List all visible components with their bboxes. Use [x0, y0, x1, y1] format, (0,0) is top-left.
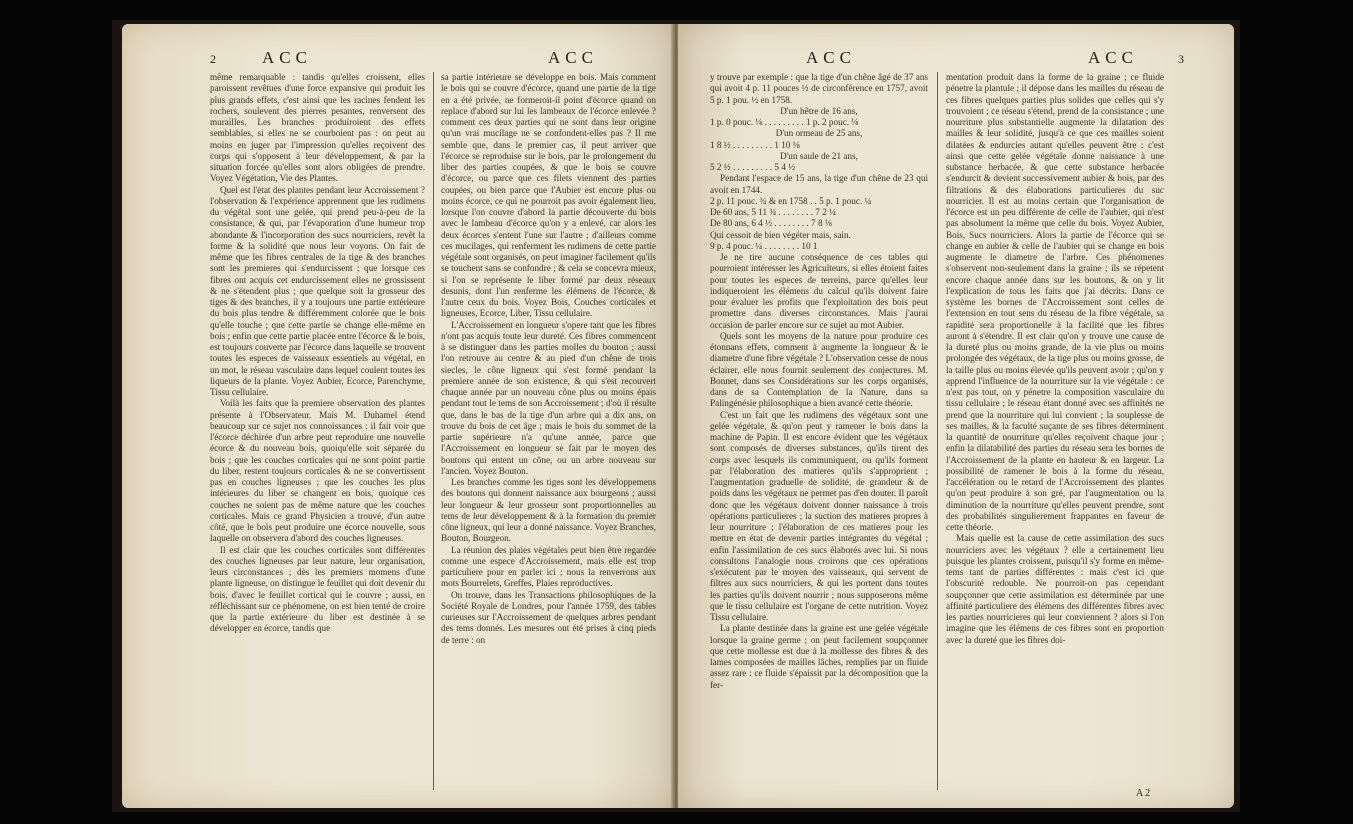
running-head: ACC: [806, 48, 856, 67]
paragraph: Les branches comme les tiges sont les développemens des boutons qui donnent naissance aux bourgeons ; aussi leur longueur & leur grosseur sont proportionnelles au tems de leur développement & à la formation du premier cône ligneux, qui leur a donné naissance. Voyez Branches, Bouton, Bourgeon.: [441, 477, 656, 544]
running-head: ACC: [1088, 48, 1138, 67]
paragraph: Voilà les faits que la premiere observation des plantes présente à l'Observateur. Mais M. Duhamel étend beaucoup sur ce sujet nos connoissances : il fait voir que l'écorce déchirée d'un arbre peut reproduire une nouvelle écorce & du nouveau bois, quoiqu'elle soit séparée du bois ; que les couches corticales qui ne sont point partie du liber, restent toujours corticales & ne se convertissent pas en couches ligneuses ; que les couches les plus intérieures du liber se changent en bois, quoique ces couches ne soient pas de même nature que les couches corticales. Mais ce grand Physicien a trouvé, d'un autre côté, que le bois peut produire une écorce nouvelle, sous laquelle on observera d'abord des couches ligneuses.: [210, 398, 425, 544]
paragraph: mentation produit dans la forme de la graine ; ce fluide pénetre la plantule ; il dépose dans les mailles du réseau de ces fibres quelques parties plus solides que celles qui s'y trouvoient ; ce réseau s'étend, prend de la consistance ; une nourriture plus substantielle augmente la dilatation des mailles & leur solidité, jusqu'à ce que ces mailles soient dilatées & endurcies autant qu'elles peuvent être : c'est ainsi que cette gelée végétale donne naissance à une substance herbacée, & que cette substance herbacée s'endurcit & devient successivement aubier & bois, par des filtrations & des élaborations particulieres du suc nourricier. Il est au moins certain que l'organisation de l'écorce est un peu différente de celle de l'aubier, qui n'est pas absolument la même que celle du bois. Voyez Aubier, Bois, Sucs nourriciers. Alors la partie de l'écorce qui se change en aubier & celle de l'aubier qui se change en bois augmente le diametre de l'arbre. Ces phénomenes s'observent non-seulement dans la graine ; ils se répetent encore chaque année dans sur les boutons, & on y lit l'explication de tous les faits que j'ai décrits. Dans ce système les bornes de l'Accroissement sont celles de l'extension en tout sens du réseau de la fibre végétale, sa rapidité sera proportionelle à la facilité que les fibres auront à s'étendre. Il est clair qu'on y trouve une cause de la dureté plus ou moins grande, de la vie plus ou moins prolongée des végétaux, de la tige plus ou moins grosse, de la taille plus ou moins élevée qu'ils peuvent avoir ; qu'on y apprend l'influence de la nourriture sur la vie végétale : ce n'est pas tout, on y pénetre la composition vasculaire du tissu cellulaire ; le réseau étant donné avec ses affinités ne prend que la nourriture qui lui convient ; la souplesse de ses mailles, & la faculté suçante de ses fibres déterminent la quantité de nourriture qu'elles reçoivent chaque jour ; enfin la dilatabilité des parties du réseau sera les bornes de l'Accroissement de la plante en hauteur & en largeur. La possibilité de ramener le bois à la forme du réseau, l'accélération ou le retard de l'Accroissement des plantes qu'on peut produire à son gré, par l'augmentation ou la diminution de la nourriture qu'elles peuvent prendre, sont des probabilités singulierement frappantes en faveur de cette théorie.: [946, 72, 1164, 532]
book-spread: [112, 20, 1240, 812]
paragraph: La réunion des plaies végétales peut bien être regardée comme une espece d'Accroissement, mais elle est trop particuliere pour en parler ici ; nous la renverrons aux mots Bourrelets, Greffes, Plaies reproductives.: [441, 544, 656, 589]
printer-signature: A 2: [1136, 788, 1151, 799]
table-caption: D'un saule de 21 ans,: [780, 150, 858, 161]
paragraph: C'est un fait que les rudimens des végétaux sont une gelée végétale, & qu'on peut y ramener le bois dans la machine de Papin. Il est encore évident que les végétaux sont composés de diverses substances, qu'ils tirent des corps avec lesquels ils communiquent, ou qu'ils forment par l'élaboration des matieres qu'ils s'approprient ; l'augmentation graduelle de solidité, de grandeur & de poids dans les végétaux ne permet pas d'en douter. Il paroît donc que les végétaux doivent donner naissance à trois opérations particulieres ; la suction des matieres propres à leur nourriture ; l'élaboration de ces matieres pour les mettre en état de devenir parties intégrantes du végétal ; enfin l'assimilation de ces sucs élaborés avec lui. Si nous consultons l'analogie nous croirons que ces opérations s'exécutent par le moyen des vaisseaux, qui servent de filtres aux sucs nourriciers, & qui les portent dans toutes les parties qu'ils doivent nourrir ; nous supposerons même que le tissu cellulaire est l'organe de cette nutrition. Voyez Tissu cellulaire.: [710, 409, 928, 622]
table-caption: D'un ormeau de 25 ans,: [775, 128, 863, 139]
table-row: 1 8 ½ . . . . . . . . . 1 10 ⅛: [710, 139, 800, 150]
running-head: ACC: [548, 48, 598, 67]
page-number: 2: [210, 52, 216, 66]
running-head: ACC: [262, 48, 312, 67]
paragraph: Il est clair que les couches corticales sont différentes des couches ligneuses par leur nature, leur organisation, leurs circonstances ; dès les premiers momens d'une plante ligneuse, on distingue le feuillet qui doit devenir du bois, d'avec le feuillet cortical qui le couvre ; aussi, en réfléchissant sur ce phénomene, on est bien tenté de croire que la partie extérieure du liber est destinée à se développer en écorce, tandis que: [210, 544, 425, 634]
paragraph: même remarquable : tandis qu'elles croissent, elles paroissent revêtues d'une force expansive qui produit les plus grands effets, c'est ainsi que les racines fendent les rochers, soulevent des pierres pesantes, renversent des murailles. Les branches produiroient des effets semblables, si elles ne se courboient pas : on peut au moins en juger par l'impression qu'elles reçoivent des corps qui s'opposent à leur développement, & par la situation forcée qu'elles sont alors obligées de prendre. Voyez Végétation, Vie des Plantes.: [210, 72, 425, 184]
paragraph: Mais quelle est la cause de cette assimilation des sucs nourriciers avec les végétaux ? elle a certainement lieu puisque les plantes croissent, puisqu'il s'y forme en même-tems tant de parties différentes : mais c'est ici que l'obscurité redouble. Ne pourroit-on pas cependant soupçonner que cette assimilation est déterminée par une affinité particuliere des élémens des différentes fibres avec les parties nourricieres qui leur conviennent ? alors si l'on imagine que les élémens de ces fibres sont en proportion avec la dureté que les fibres doi-: [946, 533, 1164, 645]
paragraph: L'Accroissement en longueur s'opere tant que les fibres n'ont pas acquis toute leur dureté. Ces fibres commencent à se distinguer dans les parties molles du bouton ; aussi l'on retrouve au centre & au pied d'un chêne de trois siecles, le cône ligneux qui s'est formé pendant la premiere année de son existence, & qui s'est recouvert chaque année par un nouveau cône plus ou moins épais pendant tout le tems de son Accroissement ; d'où il résulte que, dans le bas de la tige d'un arbre qui a dix ans, on trouve du bois de cet âge ; mais le bois du sommet de la partie supérieure n'a qu'une année, parce que l'Accroissement en longueur se fait par le moyen des boutons qui entent un cône, ou un arbre nouveau sur l'ancien. Voyez Bouton.: [441, 319, 656, 476]
table-row: 2 p. 11 pouc. ¾ & en 1758 . . 5 p. 1 pouc. ¼: [710, 195, 872, 206]
text-column: [441, 72, 656, 797]
text-column: [946, 72, 1164, 784]
table-row: 5 2 ½ . . . . . . . . . 5 4 ½: [710, 162, 795, 172]
column-rule: [433, 72, 434, 790]
paragraph: sa partie intérieure se développe en bois. Mais comment le bois qui se couvre d'écorce, quand une partie de la tige en a été privée, ne formeroit-il point d'écorce quand on replace d'abord sur lui les lambeaux de l'écorce enlevée ? comment ces deux parties qui ne sont dans leur origine qu'un vrai mucilage ne se confondent-elles pas ? Il me semble que, dans le premier cas, il peut arriver que l'écorce se reproduise sur le bois, par le prolongement du liber des parties coupées, & que le bois se couvre d'écorce, ou parce que ces filets viennent des parties coupées, ou bien parce que l'Aubier est encore plus ou moins écorce, ce qui ne pourroit pas avoir également lieu, lorsque l'on couvre d'abord la partie découverte du bois avec le lambeau d'écorce qu'on y a enlevé, car alors les deux écorces s'entent l'une sur l'autre ; d'ailleurs comme ces mucilages, qui renferment les rudimens de cette partie végétale sont organisés, on peut imaginer facilement qu'ils se touchent sans se confondre ; & cela se concevra mieux, si l'on se représente le liber formé par deux réseaux desunis, dont l'un renferme les élémens de l'écorce, & l'autre ceux du bois. Voyez Bois, Couches corticales et ligneuses, Ecorce, Liber, Tissu cellulaire.: [441, 72, 656, 319]
paragraph: La plante destinée dans la graine est une gelée végétale lorsque la graine germe ; on peut facilement soupçonner que cette mollesse est due à la mollesse des fibres & des lames composées de mailles lâches, remplies par un fluide assez rare : ce fluide s'épaissit par la décomposition que la fer-: [710, 623, 928, 690]
table-caption: Qui cessoit de bien végéter mais, sain.: [710, 229, 851, 240]
table-row: De 60 ans, 5 11 ¾ . . . . . . . . 7 2 ¼: [710, 207, 836, 217]
left-page: [122, 24, 674, 808]
right-page: [678, 24, 1234, 808]
paragraph: y trouve par exemple : que la tige d'un chêne âgé de 37 ans qui avoit 4 p. 11 pouces ½ de circonférence en 1757, avoit 5 p. 1 pou. ½ en 1758.: [710, 72, 928, 105]
paragraph: On trouve, dans les Transactions philosophiques de la Société Royale de Londres, pour l'année 1759, des tables curieuses sur l'Accroissement de quelques arbres pendant des tems donnés. Les mesures ont été prises à cinq pieds de terre : on: [441, 589, 656, 645]
text-column: [710, 72, 928, 797]
table-row: De 80 ans, 6 4 ½ . . . . . . . . 7 8 ⅛: [710, 218, 832, 229]
paragraph: Quel est l'état des plantes pendant leur Accroissement ? l'observation & l'expérience apprennent que les rudimens du végétal sont une gelée, qui prend peu-à-peu de la consistance, & qui, par l'évaporation d'une humeur trop abondante & l'incorporation des sucs nourriciers, revêt la forme & la solidité que nous leur voyons. On fait de même que les fibres centrales de la tige & des branches sont les premieres qui s'endurcissent ; que lorsque ces fibres ont acquis cet endurcissement elles ne grossissent & ne s'étendent plus ; que quelque soit la grosseur des tiges & des branches, il y a toujours une partie extérieure du bois plus tendre & différemment colorée que le bois qu'elle touche ; que cette partie se change elle-même en bois ; enfin que cette partie placée entre l'écorce & le bois, est toujours couverte par l'écorce dans laquelle se trouvent toutes les especes de vaisseaux essentiels au végétal, en un mot, le réseau vasculaire dans lequel coulent toutes les liqueurs de la plante. Voyez Aubier, Ecorce, Parenchyme, Tissu cellulaire.: [210, 184, 425, 397]
paragraph: Je ne tire aucune conséquence de ces tables qui pourroient intéresser les Agriculteurs, si elles étoient faites pour toutes les especes de terreins, parce qu'elles leur indiqueroient les élémens du calcul qu'ils doivent faire pour évaluer les profits que l'exploitation des bois peut promettre dans diverses circonstances. Mais j'aurai occasion de parler encore sur ce sujet au mot Aubier.: [710, 252, 928, 330]
column-rule: [937, 72, 938, 790]
text-column: [210, 72, 425, 797]
paragraph: Quels sont les moyens de la nature pour produire ces étonnans effets, comment à augmente la longueur & le diametre d'une fibre végétale ? L'observation cesse de nous éclairer, elle nous fournit seulement des conjectures. M. Bonnet, dans ses Considérations sur les corps organisés, dans de sa Contemplation de la Nature, dans sa Palingénésie philosophique a bien avancé cette théorie.: [710, 330, 928, 409]
table-row: 9 p. 4 pouc. ¼ . . . . . . . . 10 1: [710, 240, 818, 251]
table-caption: D'un hêtre de 16 ans,: [780, 105, 858, 116]
paragraph: Pendant l'espace de 15 ans, la tige d'un chêne de 23 qui avoit en 1744.: [710, 173, 928, 195]
table-row: 1 p. 0 pouc. ⅛ . . . . . . . . . 1 p. 2 pouc. ⅛: [710, 117, 859, 127]
page-number: 3: [1178, 52, 1184, 66]
